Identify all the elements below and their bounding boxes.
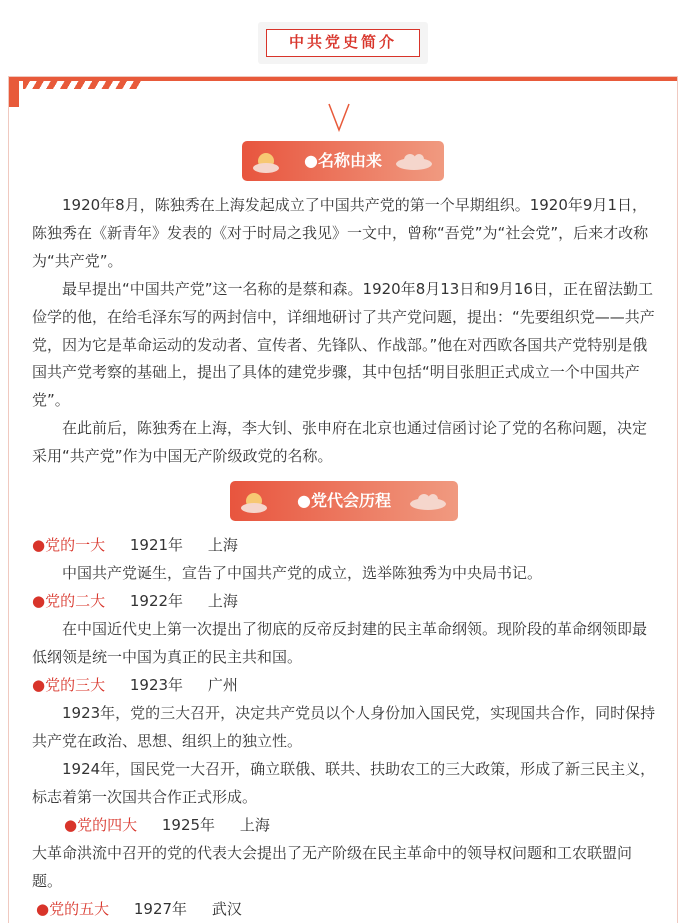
sun-icon (252, 149, 280, 173)
congress-header (32, 672, 238, 700)
congress-name: ●党的二大 (32, 592, 106, 610)
section-heading-label: ●名称由来 (304, 151, 382, 170)
congress-place: 上海 (207, 592, 238, 610)
paragraph: 在此前后，陈独秀在上海，李大钊、张申府在北京也通过信函讨论了党的名称问题，决定采用“共产党”作为中国无产阶级政党的名称。 (32, 419, 648, 465)
section-heading-name-origin (242, 141, 444, 181)
congress-place: 上海 (239, 816, 270, 834)
congress-year: 1925年 (161, 816, 216, 834)
frame-stripes (23, 81, 143, 89)
paragraph: 1920年8月，陈独秀在上海发起成立了中国共产党的第一个早期组织。1920年9月1日，陈独秀在《新青年》发表的《对于时局之我见》一文中，曾称“吾党”为“社会党”，后来才改称为“共产党”。 (32, 196, 649, 270)
congress-year: 1921年 (129, 536, 184, 554)
page-title: 中共党史简介 (266, 29, 420, 57)
cloud-icon (394, 151, 434, 171)
congress-year: 1923年 (129, 676, 184, 694)
congress-place: 上海 (207, 536, 238, 554)
congress-description: 1923年，党的三大召开，决定共产党员以个人身份加入国民党，实现国共合作，同时保持共产党在政治、思想、组织上的独立性。 (32, 704, 656, 750)
paragraph: 最早提出“中国共产党”这一名称的是蔡和森。1920年8月13日和9月16日，正在留法勤工俭学的他，在给毛泽东写的两封信中，详细地研讨了共产党问题，提出：“先要组织党——共产党，因为它是革命运动的发动者、宣传者、先锋队、作战部。”他在对西欧各国共产党特别是俄国共产党考察的基础上，提出了具体的建党步骤，其中包括“明目张胆正式成立一个中国共产党”。 (32, 280, 655, 410)
congress-description: 中国共产党诞生，宣告了中国共产党的成立，选举陈独秀为中央局书记。 (62, 564, 543, 582)
congress-header (32, 532, 238, 560)
congress-place: 广州 (207, 676, 238, 694)
frame-corner-accent (9, 77, 19, 107)
congress-description: 在中国近代史上第一次提出了彻底的反帝反封建的民主革命纲领。现阶段的革命纲领即最低纲领是统一中国为真正的民主共和国。 (32, 620, 648, 666)
congress-header (36, 896, 242, 923)
congress-name: ●党的五大 (36, 900, 110, 918)
congress-year: 1927年 (133, 900, 188, 918)
section-heading-label: ●党代会历程 (297, 491, 391, 510)
congress-name: ●党的四大 (64, 816, 138, 834)
title-banner (258, 22, 428, 64)
congress-description: 大革命洪流中召开的党的代表大会提出了无产阶级在民主革命中的领导权问题和工农联盟问题。 (32, 844, 633, 890)
congress-name: ●党的三大 (32, 676, 106, 694)
congress-name: ●党的一大 (32, 536, 106, 554)
congress-header (64, 812, 270, 840)
chevron-down-icon (328, 102, 350, 132)
congress-description: 1924年，国民党一大召开，确立联俄、联共、扶助农工的三大政策，形成了新三民主义，标志着第一次国共合作正式形成。 (32, 760, 656, 806)
section-heading-congress (230, 481, 458, 521)
sun-icon (240, 489, 268, 513)
congress-year: 1922年 (129, 592, 184, 610)
cloud-icon (408, 491, 448, 511)
congress-header (32, 588, 238, 616)
congress-place: 武汉 (211, 900, 242, 918)
